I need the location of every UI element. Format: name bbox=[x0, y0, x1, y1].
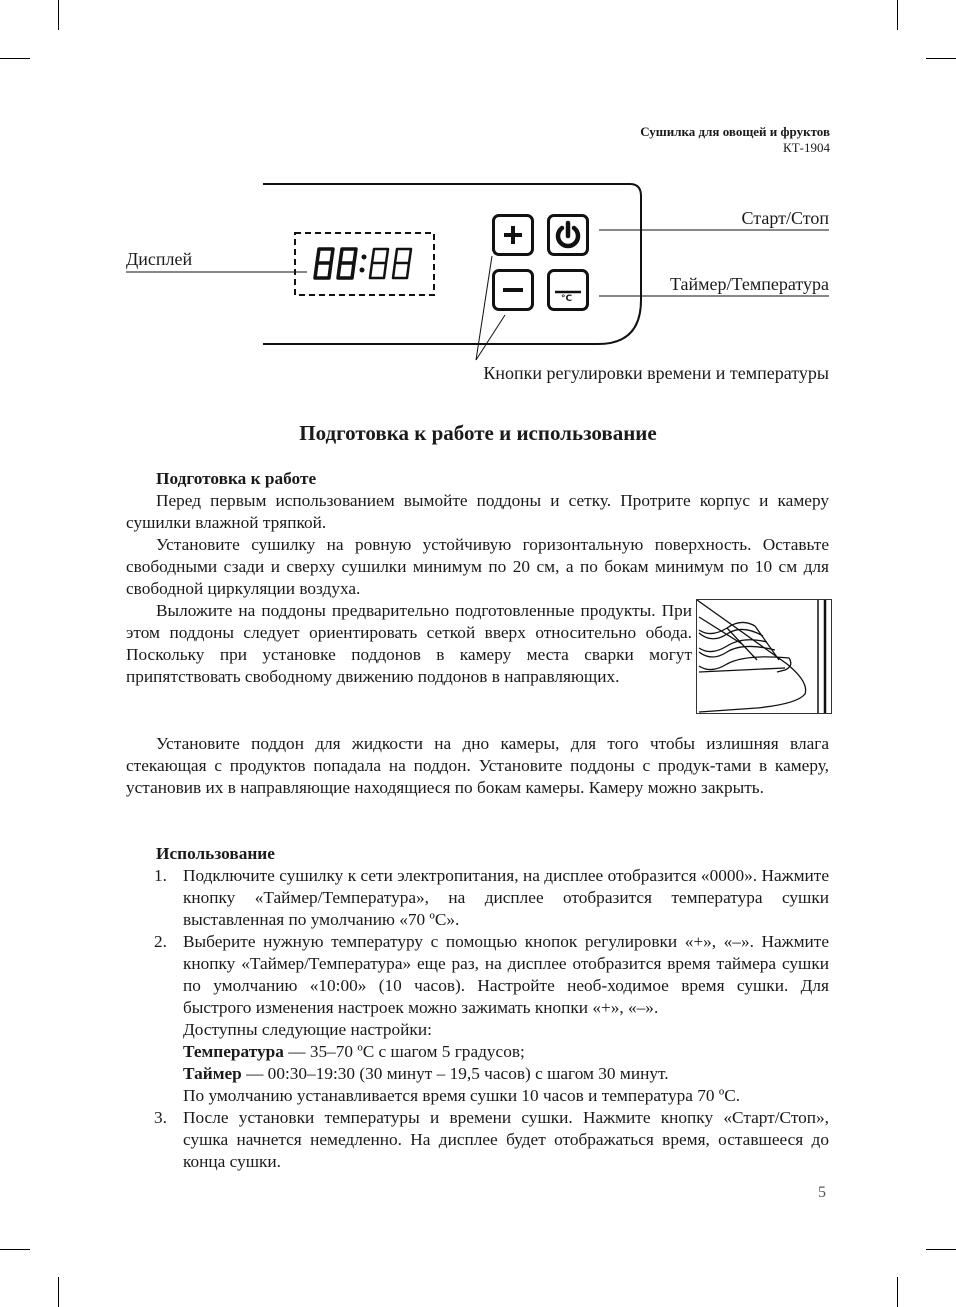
product-name: Сушилка для овощей и фруктов bbox=[640, 124, 830, 139]
model-number: КТ-1904 bbox=[783, 140, 830, 155]
adjust-buttons-label: Кнопки регулировки времени и температуры bbox=[483, 363, 829, 383]
display-label: Дисплей bbox=[126, 249, 193, 269]
section-title: Подготовка к работе и использование bbox=[299, 421, 657, 445]
usage-steps-continued bbox=[126, 1107, 829, 1173]
control-panel-diagram bbox=[0, 0, 956, 400]
minus-button bbox=[492, 269, 534, 311]
paragraph: Установите сушилку на ровную устойчивую горизонтальную поверхность. Оставьте свободными сзади и сверху сушилки минимум по 20 см, а по бокам минимум по 10 см для свободной циркуляции воздуха. bbox=[126, 535, 829, 598]
tray-drawing bbox=[697, 600, 831, 713]
start-stop-label: Старт/Стоп bbox=[741, 208, 829, 228]
tray-paragraph-block bbox=[126, 600, 692, 688]
step-item: 2. Выберите нужную температуру с помощью кнопок регулировки «+», «–». Нажмите кнопку «Таймер/Температура» еще раз, на дисплее отобразится время таймера сушки по умолчанию «10:00» (10 часов). Настройте необ-ходимое время сушки. Для быстрого изменения настроек можно зажимать кнопки «+», «–». bbox=[154, 932, 829, 1017]
step-item: 3. После установки температуры и времени сушки. Нажмите кнопку «Старт/Стоп», сушка начнется немедленно. На дисплее будет отображаться время, оставшееся до конца сушки. bbox=[154, 1108, 829, 1171]
timer-temperature-label: Таймер/Температура bbox=[669, 274, 829, 294]
panel-outline bbox=[0, 0, 956, 400]
temperature-setting: Температура — 35–70 ºС с шагом 5 градусов; bbox=[183, 1042, 525, 1061]
paragraph: Установите поддон для жидкости на дно камеры, для того чтобы излишняя влага стекающая с продуктов попадала на поддон. Установите поддоны с продук-тами в камеру, установив их в направляющие находящиеся по бокам камеры. Камеру можно закрыть. bbox=[126, 734, 829, 797]
plus-button bbox=[492, 214, 534, 256]
crop-mark bbox=[58, 1277, 59, 1307]
timer-setting: Таймер — 00:30–19:30 (30 минут – 19,5 часов) с шагом 30 минут. bbox=[183, 1064, 669, 1083]
paragraph: Перед первым использованием вымойте поддоны и сетку. Протрите корпус и камеру сушилки влажной тряпкой. bbox=[126, 491, 829, 532]
preparation-heading: Подготовка к работе bbox=[156, 469, 317, 488]
liquid-tray-block bbox=[126, 733, 829, 799]
step-item: 1. Подключите сушилку к сети электропитания, на дисплее отобразится «0000». Нажмите кнопку «Таймер/Температура», на дисплее отобразится температура сушки выставленная по умолчанию «70 ºС». bbox=[154, 866, 829, 929]
celsius-icon: °C bbox=[561, 294, 573, 304]
power-icon bbox=[550, 217, 586, 253]
timer-temperature-button bbox=[547, 269, 589, 311]
crop-mark bbox=[0, 1249, 30, 1250]
tray-illustration bbox=[696, 599, 832, 714]
page-number: 5 bbox=[818, 1184, 826, 1201]
crop-mark bbox=[897, 1277, 898, 1307]
usage-heading: Использование bbox=[156, 844, 275, 863]
display-digits bbox=[313, 246, 417, 282]
paragraph: Выложите на поддоны предварительно подготовленные продукты. При этом поддоны следует ориентировать сеткой вверх относительно обода. Поскольку при установке поддонов в камеру места сварки могут припятствовать свободному движению поддонов в направляющих. bbox=[126, 601, 692, 686]
usage-steps bbox=[126, 865, 829, 1019]
power-button bbox=[547, 214, 589, 256]
default-note: По умолчанию устанавливается время сушки 10 часов и температура 70 ºС. bbox=[183, 1086, 741, 1105]
crop-mark bbox=[926, 1249, 956, 1250]
preparation-section bbox=[126, 468, 829, 600]
settings-intro: Доступны следующие настройки: bbox=[183, 1020, 432, 1039]
usage-section bbox=[126, 843, 829, 1173]
